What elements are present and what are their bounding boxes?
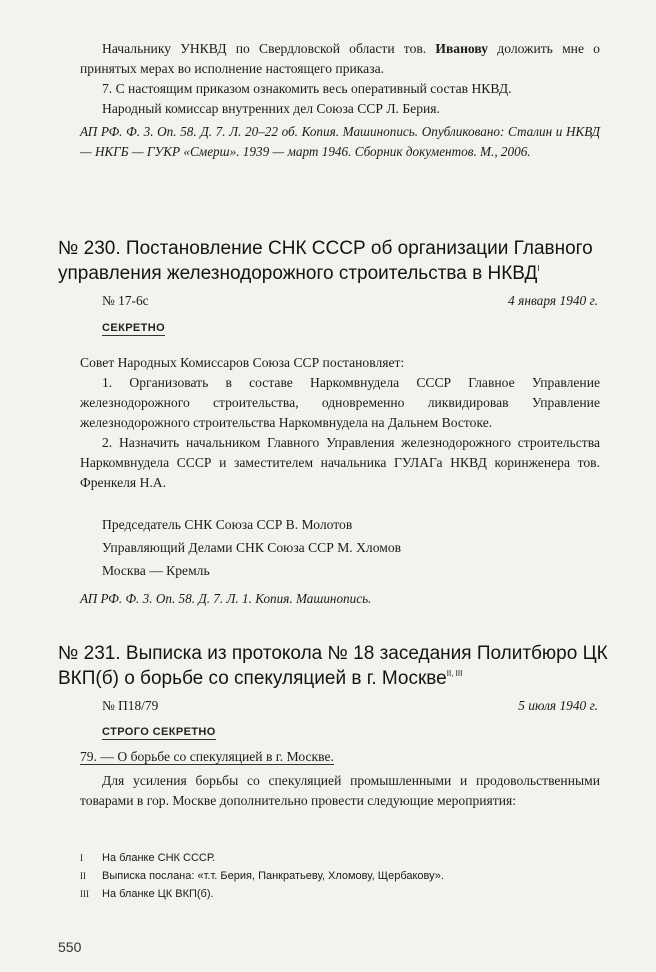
doc231-body: [80, 747, 600, 811]
doc231-heading: [58, 641, 618, 691]
secret-stamp: СЕКРЕТНО: [102, 322, 166, 334]
footnote-mark: II, III: [446, 669, 463, 678]
doc230-signatures: [102, 513, 598, 582]
footnote-marker: I: [80, 853, 83, 863]
page-number: 550: [58, 939, 82, 955]
doc230-intro: Совет Народных Комиссаров Союза ССР постановляет:: [80, 355, 405, 370]
source-citation: АП РФ. Ф. 3. Оп. 58. Д. 7. Л. 1. Копия. Машинопись.: [80, 591, 372, 606]
doc230-body: [80, 353, 600, 493]
prev-document-ending: [80, 39, 600, 119]
source-citation: АП РФ. Ф. 3. Оп. 58. Д. 7. Л. 20–22 об. Копия. Машинопись. Опубликовано: Сталин и НКВД — НКГБ — ГУКР «Смерш». 1939 — март 1946. Сборник документов. М., 2006.: [80, 124, 600, 159]
paragraph-7: 7. С настоящим приказом ознакомить весь оперативный состав НКВД.: [102, 81, 512, 96]
footnote-text: Выписка послана: «т.т. Берия, Панкратьеву, Хломову, Щербакову».: [102, 870, 444, 882]
signature-manager: Управляющий Делами СНК Союза ССР М. Хломов: [102, 540, 402, 555]
footnote-mark: I: [537, 264, 540, 273]
archive-source-2: [80, 589, 600, 609]
doc231-heading-text: № 231. Выписка из протокола № 18 заседания Политбюро ЦК ВКП(б) о борьбе со спекуляцией в г. Москве: [58, 643, 608, 689]
archive-source-1: [80, 122, 600, 162]
paragraph-ivanov: [80, 39, 600, 79]
underlined-subtitle: 79. — О борьбе со спекуляцией в г. Москве.: [80, 749, 334, 764]
footnote-marker: III: [80, 889, 89, 899]
place-line: Москва — Кремль: [102, 563, 210, 578]
doc230-number: № 17-6с: [102, 293, 149, 308]
footnote-text: На бланке ЦК ВКП(б).: [102, 888, 214, 900]
text-run: доложить мне о принятых мерах во исполнение настоящего приказа.: [80, 41, 600, 76]
doc230-item-2: 2. Назначить начальником Главного Управления железнодорожного строительства Наркомвнудела СССР и заместителем начальника ГУЛАГа НКВД коринженера тов. Френкеля Н.А.: [80, 435, 600, 490]
footnote-marker: II: [80, 871, 86, 881]
doc230-item-1: 1. Организовать в составе Наркомвнудела СССР Главное Управление железнодорожного строительства, одновременно ликвидировав Управление железнодорожного строительства Наркомвнудела на Дальнем Востоке.: [80, 375, 600, 430]
bold-name: Иванову: [435, 41, 489, 56]
doc231-number: № П18/79: [102, 698, 159, 713]
text-run: Начальнику УНКВД по Свердловской области тов.: [102, 41, 436, 56]
doc230-heading: [58, 236, 618, 286]
signature-chairman: Председатель СНК Союза ССР В. Молотов: [102, 517, 353, 532]
paragraph-signature: Народный комиссар внутренних дел Союза ССР Л. Берия.: [102, 101, 440, 116]
doc230-date: 4 января 1940 г.: [508, 293, 598, 308]
top-secret-stamp: СТРОГО СЕКРЕТНО: [102, 726, 216, 738]
doc231-date: 5 июля 1940 г.: [518, 698, 598, 713]
doc231-subtitle: [80, 747, 600, 767]
doc230-heading-text: № 230. Постановление СНК СССР об организации Главного управления железнодорожного строительства в НКВД: [58, 238, 593, 284]
footnote-text: На бланке СНК СССР.: [102, 852, 216, 864]
doc231-paragraph: Для усиления борьбы со спекуляцией промышленными и продовольственными товарами в гор. Москве дополнительно провести следующие мероприятия:: [80, 773, 600, 808]
